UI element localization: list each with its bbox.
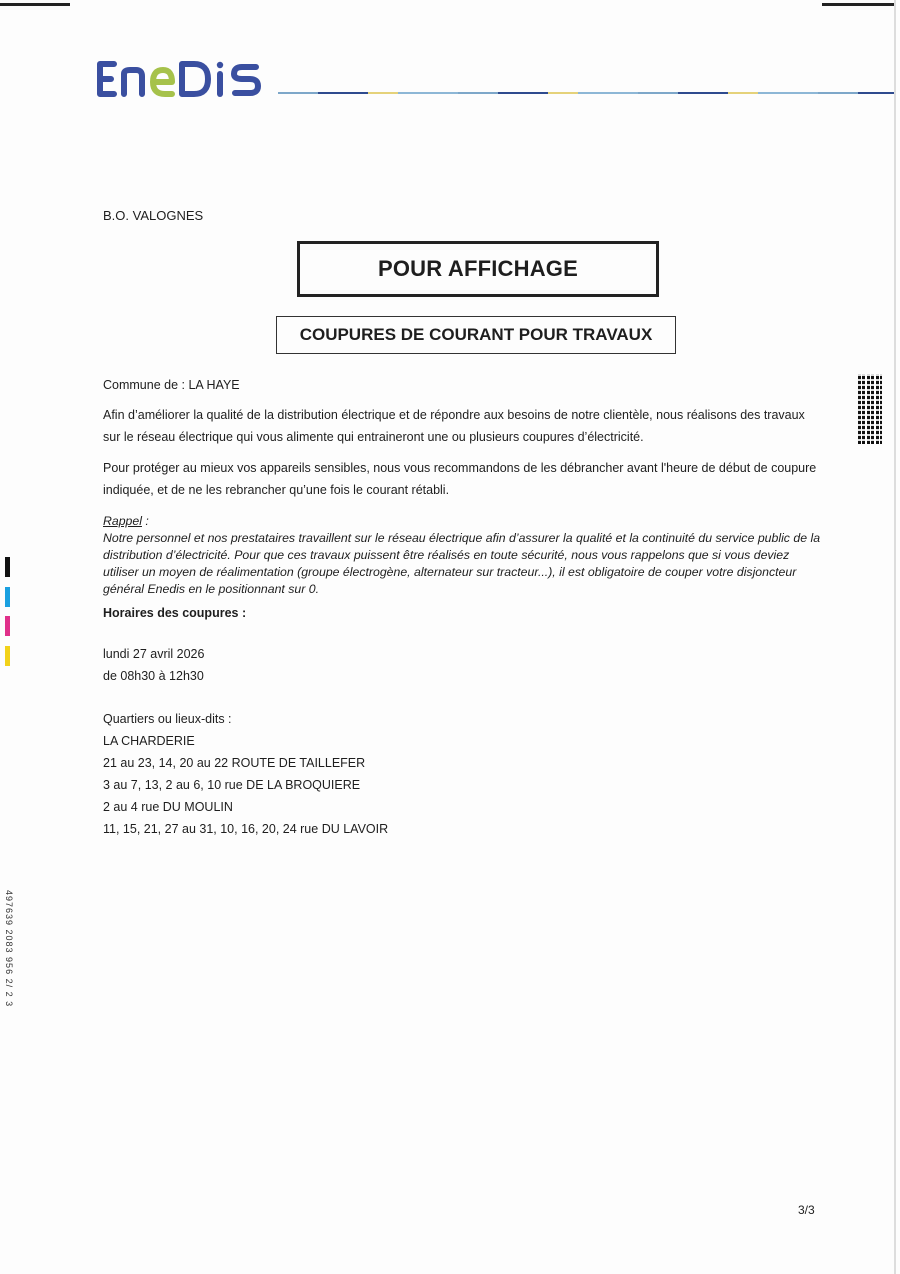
rappel-text: Notre personnel et nos prestataires travaillent sur le réseau électrique afin d’assurer la qualité et la continuité du service public de la distribution d’électricité. Pour que ces travaux puissent être réalisés en toute sécurité, nous vous rappelons que si vous deviez utiliser un moyen de réalimentation (groupe électrogène, alternateur sur tracteur...), il est obligatoire de couper votre disjoncteur général Enedis en le positionnant sur 0.	[103, 531, 821, 596]
title-main: POUR AFFICHAGE	[378, 256, 578, 281]
title-sub-box	[276, 316, 676, 354]
quartier-item: 3 au 7, 13, 2 au 6, 10 rue DE LA BROQUIERE	[103, 778, 361, 792]
horaires-title: Horaires des coupures :	[103, 606, 247, 620]
rappel-colon: :	[141, 514, 149, 528]
print-mark-yellow	[5, 646, 10, 666]
print-mark-magenta	[5, 616, 10, 636]
datamatrix-code	[858, 374, 882, 444]
rappel-label: Rappel	[103, 514, 142, 528]
scan-mark-left	[0, 3, 70, 6]
print-mark-black	[5, 557, 10, 577]
quartiers-block	[103, 708, 823, 840]
schedule-date: lundi 27 avril 2026	[103, 647, 205, 661]
scan-mark-right	[822, 3, 894, 6]
page-number: 3/3	[798, 1203, 815, 1217]
title-main-box	[297, 241, 659, 297]
quartier-item: 21 au 23, 14, 20 au 22 ROUTE DE TAILLEFER	[103, 756, 366, 770]
rappel-block	[103, 513, 823, 598]
side-code: 497639 2083 956 2/ 2 3	[4, 890, 14, 1008]
quartier-item: 11, 15, 21, 27 au 31, 10, 16, 20, 24 rue DU LAVOIR	[103, 822, 389, 836]
title-sub: COUPURES DE COURANT POUR TRAVAUX	[299, 325, 653, 344]
quartier-item: 2 au 4 rue DU MOULIN	[103, 800, 233, 814]
header-rule	[278, 92, 894, 94]
print-mark-cyan	[5, 587, 10, 607]
quartiers-title: Quartiers ou lieux-dits :	[103, 712, 232, 726]
paragraph-2: Pour protéger au mieux vos appareils sensibles, nous vous recommandons de les débrancher avant l'heure de début de coupure indiquée, et de ne les rebrancher qu’une fois le courant rétabli.	[103, 461, 817, 497]
paragraph-1: Afin d’améliorer la qualité de la distribution électrique et de répondre aux besoins de notre clientèle, nous réalisons des travaux sur le réseau électrique qui vous alimente qui entraineront une ou plusieurs coupures d’électricité.	[103, 408, 805, 444]
schedule-time: de 08h30 à 12h30	[103, 669, 204, 683]
enedis-logo	[96, 58, 268, 100]
quartier-item: LA CHARDERIE	[103, 734, 195, 748]
commune: Commune de : LA HAYE	[103, 378, 240, 392]
page-edge	[894, 0, 896, 1274]
sender-office: B.O. VALOGNES	[103, 208, 204, 223]
schedule	[103, 643, 823, 687]
